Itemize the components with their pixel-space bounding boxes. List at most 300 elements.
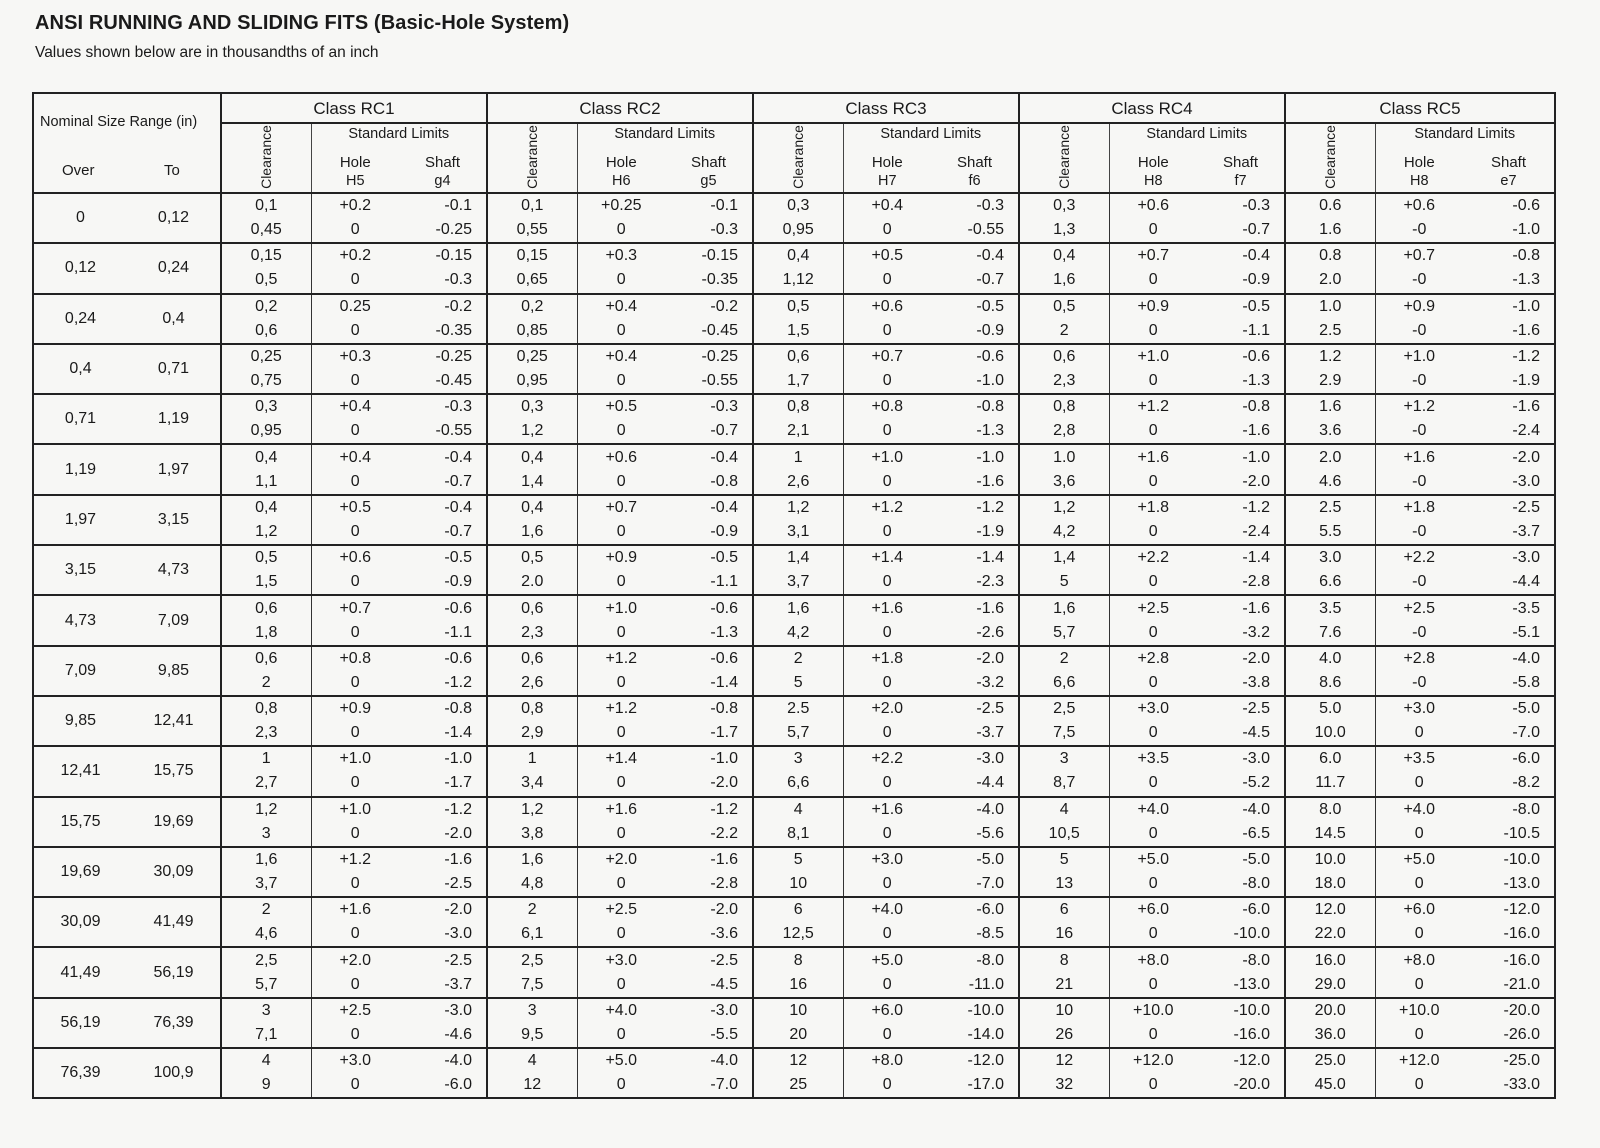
clearance-cell-lower: 36.0 xyxy=(1314,1025,1346,1043)
size-over-cell: 0,24 xyxy=(33,294,127,344)
table-row xyxy=(33,344,1555,394)
clearance-cell-lower: 3 xyxy=(261,824,271,842)
clearance-cell-upper: 1 xyxy=(261,750,271,768)
to-header: To xyxy=(164,161,180,179)
clearance-cell xyxy=(1285,998,1375,1048)
clearance-cell-upper: 2 xyxy=(261,901,271,919)
hole-limit-cell-upper: +0.5 xyxy=(605,398,638,416)
shaft-limit-cell-lower: -8.2 xyxy=(1512,774,1540,792)
clearance-cell-upper: 0,1 xyxy=(521,197,544,215)
hole-limit-cell-lower: 0 xyxy=(882,1076,892,1094)
hole-limit-cell-upper: +0.7 xyxy=(1403,247,1436,265)
clearance-cell xyxy=(1019,193,1109,243)
shaft-limit-cell-lower: -3.2 xyxy=(976,673,1004,691)
shaft-limit-cell xyxy=(1463,696,1555,746)
size-over-cell: 4,73 xyxy=(33,595,127,645)
clearance-cell-values xyxy=(1286,649,1375,693)
hole-limit-cell-values xyxy=(312,196,400,240)
shaft-header: Shaft xyxy=(399,144,487,170)
hole-limit-cell-lower: 0 xyxy=(616,673,626,691)
shaft-limit-cell xyxy=(931,344,1019,394)
clearance-cell-values xyxy=(488,397,577,441)
clearance-cell xyxy=(1019,847,1109,897)
shaft-limit-cell xyxy=(665,545,753,595)
shaft-limit-cell xyxy=(1197,1048,1285,1098)
hole-limit-cell xyxy=(311,797,399,847)
shaft-limit-cell-upper: -0.25 xyxy=(701,348,738,366)
hole-limit-cell-values xyxy=(578,448,666,492)
shaft-limit-cell-values xyxy=(399,448,472,492)
hole-limit-cell xyxy=(1109,1048,1197,1098)
hole-limit-cell-lower: -0 xyxy=(1412,623,1427,641)
shaft-limit-cell-values xyxy=(931,900,1004,944)
hole-fit-code: H8 xyxy=(1109,170,1197,193)
nominal-size-wrap xyxy=(34,105,220,182)
hole-fit-code: H7 xyxy=(843,170,931,193)
hole-limit-cell-values xyxy=(1376,649,1464,693)
shaft-limit-cell xyxy=(665,847,753,897)
clearance-cell xyxy=(1285,595,1375,645)
clearance-cell-values xyxy=(222,548,311,592)
shaft-limit-cell-lower: -0.45 xyxy=(435,372,472,390)
shaft-limit-cell-upper: -1.6 xyxy=(444,851,472,868)
clearance-cell-values xyxy=(1286,699,1375,743)
clearance-label: Clearance xyxy=(1322,125,1339,189)
shaft-limit-cell-lower: -13.0 xyxy=(1233,975,1270,993)
clearance-cell xyxy=(487,646,577,696)
shaft-limit-cell-values xyxy=(1463,850,1540,894)
hole-limit-cell-lower: 0 xyxy=(1414,975,1424,993)
clearance-cell-values xyxy=(1020,599,1109,643)
hole-limit-cell-values xyxy=(1376,498,1464,542)
hole-limit-cell-upper: +0.7 xyxy=(339,599,372,617)
shaft-limit-cell-values xyxy=(399,548,472,592)
table-row xyxy=(33,495,1555,545)
hole-limit-cell-values xyxy=(578,649,666,693)
shaft-limit-cell xyxy=(931,746,1019,796)
hole-limit-cell-upper: +4.0 xyxy=(1137,800,1170,818)
clearance-cell-values xyxy=(1286,850,1375,894)
clearance-cell-upper: 25.0 xyxy=(1314,1052,1346,1070)
hole-limit-cell-lower: 0 xyxy=(350,925,360,943)
hole-limit-cell xyxy=(577,243,665,293)
shaft-limit-cell-values xyxy=(399,599,472,643)
hole-limit-cell xyxy=(311,444,399,494)
clearance-cell xyxy=(487,797,577,847)
shaft-limit-cell-lower: -1.0 xyxy=(976,372,1004,390)
shaft-fit-code: f6 xyxy=(931,170,1019,193)
clearance-cell-values xyxy=(222,297,311,341)
clearance-cell-lower: 8,7 xyxy=(1053,774,1076,792)
hole-limit-cell-upper: +2.0 xyxy=(871,700,904,718)
shaft-limit-cell-lower: -0.9 xyxy=(444,573,472,591)
clearance-cell-upper: 5.0 xyxy=(1319,700,1342,718)
clearance-cell-lower: 2,8 xyxy=(1053,422,1076,440)
shaft-limit-cell-values xyxy=(1197,1001,1270,1045)
clearance-cell-upper: 3.0 xyxy=(1319,549,1342,567)
hole-limit-cell xyxy=(1375,595,1463,645)
shaft-limit-cell xyxy=(399,193,487,243)
clearance-cell-upper: 0,3 xyxy=(521,398,544,416)
hole-limit-cell-lower: 0 xyxy=(1414,774,1424,792)
hole-limit-cell-values xyxy=(1110,498,1198,542)
clearance-cell-values xyxy=(488,246,577,290)
shaft-limit-cell xyxy=(665,1048,753,1098)
clearance-cell-values xyxy=(222,1051,311,1095)
shaft-limit-cell xyxy=(665,495,753,545)
clearance-cell-values xyxy=(754,1051,843,1095)
hole-limit-cell-upper: +0.5 xyxy=(871,247,904,265)
hole-limit-cell-values xyxy=(1376,900,1464,944)
clearance-cell-lower: 4,2 xyxy=(1053,522,1076,540)
shaft-limit-cell-values xyxy=(1197,649,1270,693)
clearance-cell-upper: 8 xyxy=(1059,951,1069,969)
hole-limit-cell xyxy=(577,746,665,796)
table-body xyxy=(33,193,1555,1098)
shaft-limit-cell-values xyxy=(665,900,738,944)
clearance-cell-upper: 2.5 xyxy=(787,700,810,718)
clearance-cell xyxy=(1285,797,1375,847)
clearance-cell-values xyxy=(488,749,577,793)
clearance-cell-lower: 25 xyxy=(789,1076,808,1094)
hole-limit-cell-lower: 0 xyxy=(882,875,892,892)
clearance-cell-values xyxy=(1020,196,1109,240)
shaft-limit-cell xyxy=(1463,998,1555,1048)
hole-limit-cell-upper: +4.0 xyxy=(605,1001,638,1019)
hole-limit-cell-values xyxy=(578,749,666,793)
clearance-cell-values xyxy=(1020,448,1109,492)
clearance-cell-lower: 9,5 xyxy=(521,1025,544,1043)
hole-limit-cell-lower: 0 xyxy=(350,875,360,892)
size-to-cell: 1,97 xyxy=(127,444,221,494)
header-row-standard-limits xyxy=(33,123,1555,144)
shaft-limit-cell xyxy=(399,495,487,545)
shaft-limit-cell xyxy=(1463,444,1555,494)
clearance-cell-lower: 4.6 xyxy=(1319,472,1342,490)
clearance-cell-values xyxy=(1286,599,1375,643)
shaft-limit-cell-values xyxy=(931,548,1004,592)
hole-limit-cell-upper: +5.0 xyxy=(605,1052,638,1070)
shaft-limit-cell-values xyxy=(1463,749,1540,793)
size-to-cell: 4,73 xyxy=(127,545,221,595)
hole-limit-cell-upper: +0.8 xyxy=(339,649,372,667)
table-row xyxy=(33,444,1555,494)
hole-limit-cell-upper: +3.0 xyxy=(605,951,638,969)
hole-limit-cell-lower: 0 xyxy=(350,724,360,742)
shaft-limit-cell-lower: -3.8 xyxy=(1242,673,1270,691)
shaft-limit-cell-upper: -0.5 xyxy=(710,549,738,567)
clearance-cell xyxy=(221,595,311,645)
hole-limit-cell-upper: +2.8 xyxy=(1403,649,1436,667)
shaft-limit-cell-values xyxy=(399,347,472,391)
clearance-cell-values xyxy=(1020,699,1109,743)
clearance-cell xyxy=(1019,495,1109,545)
clearance-cell-values xyxy=(754,749,843,793)
clearance-cell-lower: 0,95 xyxy=(250,422,282,440)
clearance-cell-upper: 0,8 xyxy=(787,398,810,416)
hole-limit-cell-values xyxy=(844,749,932,793)
hole-limit-cell-lower: 0 xyxy=(616,925,626,943)
clearance-cell-upper: 0,5 xyxy=(1053,297,1076,315)
shaft-limit-cell-values xyxy=(1197,196,1270,240)
hole-limit-cell-upper: +1.6 xyxy=(1403,448,1436,466)
shaft-limit-cell-values xyxy=(665,397,738,441)
shaft-limit-cell-upper: -2.5 xyxy=(444,951,472,969)
nominal-size-header xyxy=(33,93,221,193)
hole-limit-cell-values xyxy=(578,900,666,944)
hole-limit-cell-values xyxy=(1376,850,1464,894)
shaft-limit-cell-values xyxy=(665,297,738,341)
shaft-limit-cell xyxy=(931,998,1019,1048)
clearance-cell-upper: 20.0 xyxy=(1314,1001,1346,1019)
shaft-limit-cell-lower: -4.5 xyxy=(710,975,738,993)
shaft-limit-cell-upper: -3.0 xyxy=(1512,549,1540,567)
hole-limit-cell-lower: 0 xyxy=(1414,925,1424,943)
clearance-cell-upper: 1.0 xyxy=(1053,448,1076,466)
hole-limit-cell xyxy=(1375,696,1463,746)
table-row xyxy=(33,947,1555,997)
shaft-limit-cell-lower: -2.8 xyxy=(1242,573,1270,591)
shaft-limit-cell xyxy=(1197,646,1285,696)
shaft-limit-cell-values xyxy=(399,196,472,240)
hole-limit-cell xyxy=(1375,897,1463,947)
hole-limit-cell-lower: 0 xyxy=(1148,623,1158,641)
clearance-cell-lower: 1,4 xyxy=(521,472,544,490)
hole-limit-cell xyxy=(1109,545,1197,595)
shaft-limit-cell xyxy=(931,897,1019,947)
hole-limit-cell xyxy=(1109,495,1197,545)
clearance-cell-values xyxy=(488,297,577,341)
shaft-limit-cell-values xyxy=(665,246,738,290)
shaft-limit-cell xyxy=(1197,847,1285,897)
nominal-size-title: Nominal Size Range (in) xyxy=(40,113,198,130)
shaft-fit-code: e7 xyxy=(1463,170,1555,193)
hole-limit-cell xyxy=(577,344,665,394)
shaft-limit-cell-upper: -2.0 xyxy=(1242,649,1270,667)
hole-limit-cell-upper: +1.0 xyxy=(339,750,372,768)
size-over-cell: 0 xyxy=(33,193,127,243)
shaft-limit-cell xyxy=(1197,294,1285,344)
shaft-limit-cell-upper: -2.0 xyxy=(710,901,738,919)
shaft-limit-cell xyxy=(931,294,1019,344)
clearance-cell-lower: 3,1 xyxy=(787,522,810,540)
clearance-cell-upper: 0,2 xyxy=(521,297,544,315)
clearance-cell xyxy=(221,243,311,293)
clearance-cell xyxy=(1019,595,1109,645)
shaft-limit-cell xyxy=(399,998,487,1048)
clearance-cell-upper: 0,15 xyxy=(250,247,282,265)
size-to-cell: 0,71 xyxy=(127,344,221,394)
shaft-limit-cell-upper: -0.6 xyxy=(1512,197,1540,215)
clearance-cell-upper: 0,3 xyxy=(255,398,278,416)
hole-limit-cell-upper: +0.4 xyxy=(871,197,904,215)
clearance-cell-values xyxy=(1286,900,1375,944)
clearance-cell-upper: 0,6 xyxy=(1053,348,1076,366)
clearance-cell-lower: 3.6 xyxy=(1319,422,1342,440)
shaft-limit-cell-upper: -20.0 xyxy=(1503,1001,1540,1019)
shaft-limit-cell xyxy=(931,595,1019,645)
clearance-cell-values xyxy=(1286,196,1375,240)
clearance-cell-values xyxy=(1020,548,1109,592)
clearance-cell-lower: 6.6 xyxy=(1319,573,1342,591)
shaft-limit-cell-lower: -0.55 xyxy=(967,221,1004,239)
shaft-limit-cell-lower: -2.2 xyxy=(710,824,738,842)
hole-limit-cell-upper: +2.5 xyxy=(605,901,638,919)
hole-limit-cell-values xyxy=(1376,951,1464,995)
hole-limit-cell xyxy=(1109,243,1197,293)
shaft-limit-cell-values xyxy=(1197,599,1270,643)
hole-limit-cell-values xyxy=(312,498,400,542)
shaft-limit-cell-lower: -0.45 xyxy=(701,321,738,339)
shaft-limit-cell-values xyxy=(1463,800,1540,844)
clearance-cell xyxy=(221,797,311,847)
shaft-limit-cell-values xyxy=(1197,397,1270,441)
hole-limit-cell-upper: +0.8 xyxy=(871,398,904,416)
clearance-cell-values xyxy=(488,1001,577,1045)
hole-limit-cell xyxy=(843,394,931,444)
shaft-limit-cell-lower: -1.7 xyxy=(710,724,738,742)
hole-limit-cell-lower: 0 xyxy=(1414,1025,1424,1043)
shaft-limit-cell-upper: -1.2 xyxy=(710,800,738,818)
shaft-limit-cell-upper: -0.1 xyxy=(710,197,738,215)
clearance-cell-lower: 29.0 xyxy=(1314,975,1346,993)
clearance-cell-values xyxy=(488,548,577,592)
shaft-limit-cell-lower: -1.3 xyxy=(1512,271,1540,289)
shaft-limit-cell xyxy=(399,595,487,645)
clearance-cell-values xyxy=(1020,749,1109,793)
hole-limit-cell-lower: 0 xyxy=(616,875,626,892)
clearance-cell xyxy=(221,998,311,1048)
shaft-limit-cell-lower: -33.0 xyxy=(1503,1076,1540,1094)
hole-limit-cell-values xyxy=(578,548,666,592)
hole-limit-cell-values xyxy=(844,951,932,995)
clearance-cell xyxy=(1285,344,1375,394)
shaft-limit-cell xyxy=(1197,897,1285,947)
hole-limit-cell-values xyxy=(1110,749,1198,793)
clearance-cell-lower: 21 xyxy=(1055,975,1074,993)
hole-limit-cell xyxy=(1109,696,1197,746)
clearance-cell-values xyxy=(754,297,843,341)
hole-limit-cell-upper: +0.25 xyxy=(601,197,642,215)
shaft-limit-cell-values xyxy=(1197,347,1270,391)
hole-limit-cell-upper: +0.6 xyxy=(1137,197,1170,215)
shaft-limit-cell-upper: -12.0 xyxy=(967,1052,1004,1070)
size-over-cell: 1,97 xyxy=(33,495,127,545)
hole-limit-cell-values xyxy=(578,599,666,643)
hole-limit-cell-values xyxy=(1110,649,1198,693)
hole-limit-cell-lower: 0 xyxy=(882,422,892,440)
clearance-cell-upper: 2,5 xyxy=(1053,700,1076,718)
shaft-limit-cell xyxy=(665,696,753,746)
shaft-limit-cell xyxy=(665,394,753,444)
table-header xyxy=(33,93,1555,193)
standard-limits-header: Standard Limits xyxy=(311,123,487,144)
clearance-cell-upper: 12.0 xyxy=(1314,901,1346,919)
shaft-limit-cell-lower: -3.7 xyxy=(444,975,472,993)
shaft-limit-cell-lower: -2.0 xyxy=(444,824,472,842)
shaft-limit-cell-upper: -10.0 xyxy=(967,1001,1004,1019)
clearance-cell-values xyxy=(1286,448,1375,492)
shaft-limit-cell-values xyxy=(931,397,1004,441)
shaft-limit-cell xyxy=(931,847,1019,897)
shaft-limit-cell-values xyxy=(1197,448,1270,492)
hole-limit-cell-upper: +1.8 xyxy=(1403,498,1436,516)
shaft-limit-cell-upper: -3.0 xyxy=(1242,750,1270,768)
shaft-limit-cell-values xyxy=(931,347,1004,391)
clearance-cell xyxy=(1285,947,1375,997)
clearance-cell-upper: 0,3 xyxy=(1053,197,1076,215)
clearance-cell xyxy=(1019,294,1109,344)
hole-limit-cell-lower: 0 xyxy=(616,422,626,440)
clearance-cell xyxy=(753,344,843,394)
clearance-cell-values xyxy=(1020,951,1109,995)
hole-limit-cell-lower: 0 xyxy=(1414,824,1424,842)
clearance-cell xyxy=(487,294,577,344)
clearance-cell-lower: 1,8 xyxy=(255,623,278,641)
hole-limit-cell-upper: +1.8 xyxy=(871,649,904,667)
shaft-limit-cell xyxy=(665,746,753,796)
clearance-cell-lower: 5 xyxy=(1059,573,1069,591)
shaft-limit-cell xyxy=(1463,243,1555,293)
clearance-cell-values xyxy=(1020,649,1109,693)
hole-limit-cell xyxy=(311,243,399,293)
hole-limit-cell-lower: 0 xyxy=(616,975,626,993)
hole-limit-cell-upper: +1.8 xyxy=(1137,498,1170,516)
shaft-limit-cell-upper: -0.4 xyxy=(444,498,472,516)
hole-limit-cell-lower: 0 xyxy=(1148,724,1158,742)
clearance-cell xyxy=(1019,444,1109,494)
hole-limit-cell-values xyxy=(578,397,666,441)
clearance-cell-values xyxy=(1286,397,1375,441)
clearance-cell xyxy=(487,947,577,997)
clearance-cell-upper: 5 xyxy=(793,851,803,868)
shaft-limit-cell-lower: -7.0 xyxy=(710,1076,738,1094)
shaft-limit-cell-lower: -21.0 xyxy=(1503,975,1540,993)
clearance-cell-lower: 7.6 xyxy=(1319,623,1342,641)
hole-limit-cell-values xyxy=(312,599,400,643)
hole-limit-cell-upper: +0.7 xyxy=(1137,247,1170,265)
clearance-cell-upper: 0.6 xyxy=(1319,197,1342,215)
hole-limit-cell-values xyxy=(1376,699,1464,743)
hole-limit-cell-upper: +1.6 xyxy=(871,800,904,818)
shaft-limit-cell xyxy=(399,847,487,897)
hole-limit-cell xyxy=(577,947,665,997)
shaft-limit-cell-lower: -13.0 xyxy=(1503,875,1540,892)
hole-limit-cell-values xyxy=(844,900,932,944)
shaft-limit-cell-lower: -0.7 xyxy=(976,271,1004,289)
shaft-fit-code: f7 xyxy=(1197,170,1285,193)
hole-limit-cell-lower: 0 xyxy=(882,472,892,490)
shaft-limit-cell-upper: -2.0 xyxy=(444,901,472,919)
size-over-cell: 7,09 xyxy=(33,646,127,696)
hole-limit-cell-values xyxy=(312,1001,400,1045)
clearance-cell-lower: 1,2 xyxy=(255,522,278,540)
clearance-cell-upper: 12 xyxy=(789,1052,808,1070)
hole-limit-cell xyxy=(1375,545,1463,595)
shaft-limit-cell-values xyxy=(1197,850,1270,894)
clearance-cell-lower: 26 xyxy=(1055,1025,1074,1043)
clearance-cell xyxy=(1285,444,1375,494)
table-row xyxy=(33,797,1555,847)
shaft-limit-cell-upper: -0.3 xyxy=(1242,197,1270,215)
clearance-cell-upper: 12 xyxy=(1055,1052,1074,1070)
shaft-limit-cell xyxy=(665,595,753,645)
hole-limit-cell-values xyxy=(1376,1001,1464,1045)
clearance-cell-values xyxy=(1020,498,1109,542)
shaft-limit-cell-upper: -0.25 xyxy=(435,348,472,366)
clearance-cell-values xyxy=(754,800,843,844)
size-over-cell: 19,69 xyxy=(33,847,127,897)
